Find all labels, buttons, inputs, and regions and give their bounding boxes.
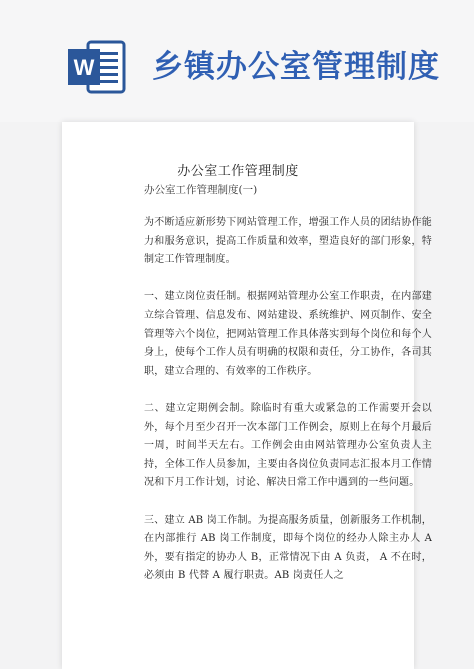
banner xyxy=(0,0,474,122)
svg-text:W: W xyxy=(73,55,95,80)
document-subtitle: 办公室工作管理制度(一) xyxy=(144,184,258,196)
paragraph: 二、建立定期例会制。除临时有重大或紧急的工作需要开会以外，每个月至少召开一次本部门工作例会，原则上在每个月最后一周，时间半天左右。工作例会由由网站管理办公室负责人主持，全体工作人员参加，主要由各岗位负责同志汇报本月工作情况和下月工作计划，讨论、解决日常工作中遇到的一些问题。 xyxy=(144,402,432,489)
document-body xyxy=(144,214,432,586)
banner-title: 乡镇办公室管理制度 xyxy=(152,49,440,85)
document-page xyxy=(62,122,432,669)
document-title: 办公室工作管理制度 xyxy=(177,164,299,179)
word-icon xyxy=(68,40,126,94)
paragraph: 为不断适应新形势下网站管理工作，增强工作人员的团结协作能力和服务意识，提高工作质量和效率，塑造良好的部门形象，特制定工作管理制度。 xyxy=(144,217,432,266)
paragraph: 三、建立 AB 岗工作制。为提高服务质量，创新服务工作机制，在内部推行 AB 岗工作制度，即每个岗位的经办人除主办人 A 外，要有指定的协办人 B，正常情况下由 A 负责， A 不在时，必须由 B 代替 A 履行职责。AB 岗责任人之 xyxy=(144,514,432,582)
paragraph: 一、建立岗位责任制。根据网站管理办公室工作职责，在内部建立综合管理、信息发布、网站建设、系统维护、网页制作、安全管理等六个岗位，把网站管理工作具体落实到每个岗位和每个人身上，使每个工作人员有明确的权限和责任，分工协作，各司其职，建立合理的、有效率的工作秩序。 xyxy=(144,291,432,377)
